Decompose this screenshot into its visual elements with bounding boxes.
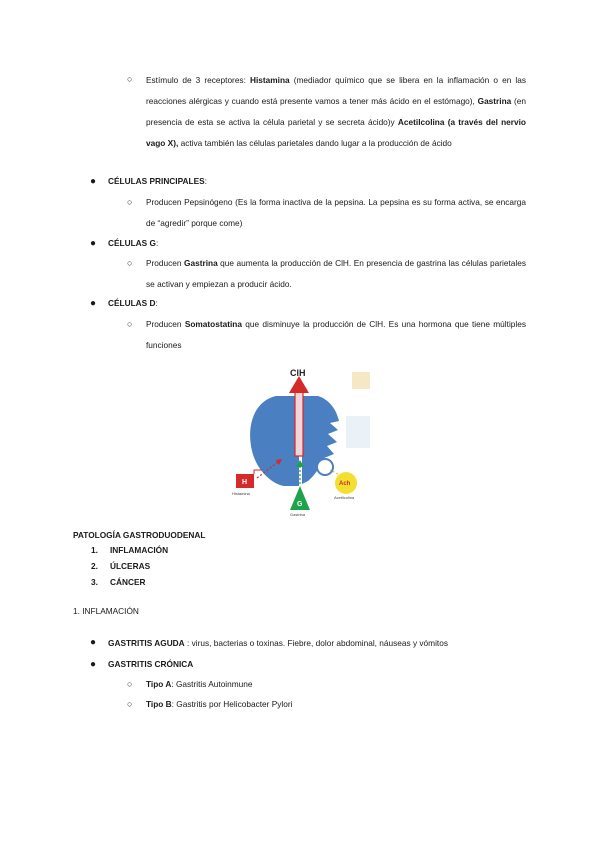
parietal-cell-diagram (224, 366, 394, 516)
cih-label: ClH (290, 368, 306, 378)
acetilcolina-term: Acetilcolina (a través del nervio vago X), (146, 117, 526, 148)
ach-receptor (317, 459, 333, 475)
circle-bullet-icon: ○ (127, 319, 133, 329)
circle-bullet-icon: ○ (127, 699, 133, 709)
patologia-item-3-label: CÁNCER (110, 577, 146, 587)
patologia-item-3: 3. (91, 577, 98, 587)
circle-bullet-icon: ○ (127, 258, 133, 268)
patologia-item-1-label: INFLAMACIÓN (110, 545, 169, 555)
cih-arrow-head (289, 376, 309, 393)
gastrina-label: Gastrina (290, 512, 306, 516)
celulas-g-text: Producen Gastrina que aumenta la producción de ClH. En presencia de gastrina las células parietales se activan y empiezan a producir ácido. (146, 258, 526, 289)
celulas-principales-heading: CÉLULAS PRINCIPALES: (108, 176, 207, 186)
patologia-title: PATOLOGÍA GASTRODUODENAL (73, 530, 206, 540)
bullet-icon: ● (90, 298, 97, 309)
gastritis-aguda: GASTRITIS AGUDA : virus, bacterias o toxinas. Fiebre, dolor abdominal, náuseas y vómitos (108, 638, 448, 648)
bullet-icon: ● (90, 659, 97, 670)
principales-text: Producen Pepsinógeno (Es la forma inactiva de la pepsina. La pepsina es su forma activa, se encarga de “agredir” porque come) (146, 197, 526, 228)
histamina-label: Histamina (232, 491, 250, 496)
parietal-cell-body (250, 396, 299, 486)
parietal-stimulus-paragraph: Estímulo de 3 receptores: Histamina (mediador químico que se libera en la inflamación o en las reacciones alérgicas y cuando está presente vamos a tener más ácido en el estómago), Gastrina (en presencia de esta se activa la célula parietal y se secreta ácido)y Acetilcolina (a través del nervio vago X), activa también las células parietales dando lugar a la producción de ácido (146, 75, 527, 148)
celulas-g-heading: CÉLULAS G: (108, 238, 159, 248)
tipo-a: Tipo A: Gastritis Autoinmune (146, 679, 253, 689)
h-letter: H (242, 479, 248, 486)
beige-square (352, 372, 370, 389)
histamina-term: Histamina (249, 75, 290, 85)
gastrina-term: Gastrina (477, 96, 512, 106)
acetilcolina-label: Acetilcolina (334, 495, 355, 500)
circle-bullet-icon: ○ (127, 679, 133, 689)
circle-bullet-icon: ○ (127, 197, 133, 207)
celulas-d-text: Producen Somatostatina que disminuye la producción de ClH. Es una hormona que tiene múltiples funciones (146, 319, 527, 350)
patologia-item-2-label: ÚLCERAS (110, 561, 151, 571)
pale-square (346, 416, 370, 448)
cih-arrow-shaft (295, 392, 303, 456)
celulas-d-heading: CÉLULAS D: (108, 298, 158, 308)
circle-bullet-icon: ○ (127, 74, 133, 84)
ach-letter: Ach (339, 481, 351, 487)
bullet-icon: ● (90, 238, 97, 249)
inflamacion-heading: 1. INFLAMACIÓN (73, 606, 139, 616)
bullet-icon: ● (90, 176, 97, 187)
patologia-item-1: 1. (91, 545, 98, 555)
tipo-b: Tipo B: Gastritis por Helicobacter Pylori (146, 699, 293, 709)
patologia-item-2: 2. (91, 561, 98, 571)
g-letter: G (297, 501, 303, 508)
gastritis-cronica: GASTRITIS CRÓNICA (108, 659, 194, 669)
bullet-icon: ● (90, 637, 97, 648)
h-frame (254, 470, 262, 474)
